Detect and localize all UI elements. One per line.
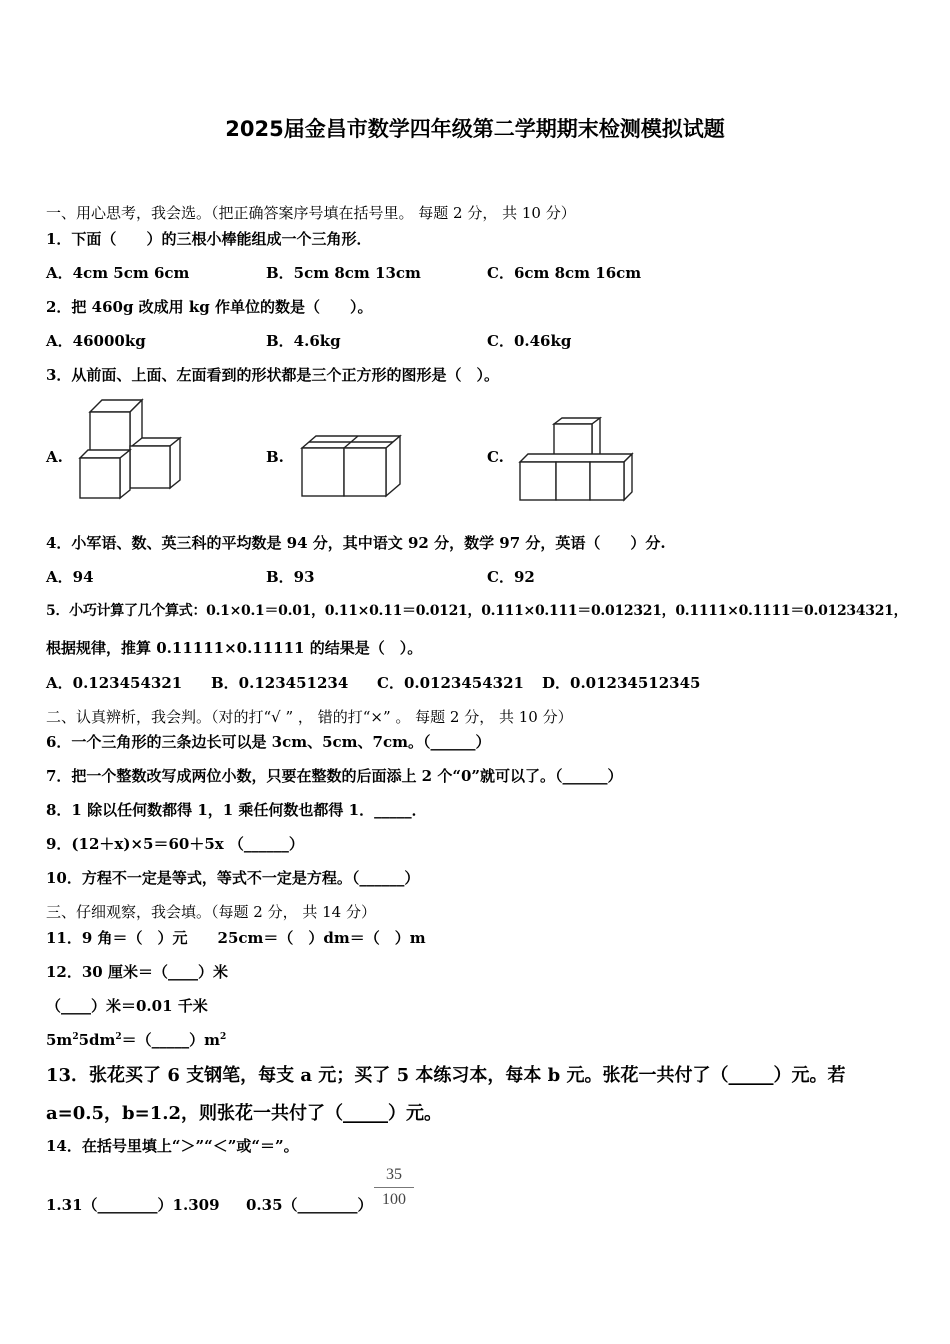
question-7: 7．把一个整数改写成两位小数，只要在整数的后面添上 2 个“0”就可以了。（______） — [46, 767, 623, 785]
question-13-line-2: a=0.5，b=1.2，则张花一共付了（_____）元。 — [46, 1103, 443, 1124]
question-13-line-1: 13．张花买了 6 支钢笔，每支 a 元；买了 5 本练习本，每本 b 元。张花一共付了（_____）元。若 — [46, 1065, 846, 1086]
q5-option-d: D．0.01234512345 — [542, 674, 701, 692]
cube-figure-b — [296, 430, 406, 500]
cube-figure-a — [74, 394, 186, 502]
fraction-35-100 — [374, 1166, 414, 1209]
q5-option-c: C．0.0123454321 — [377, 674, 524, 692]
question-10: 10．方程不一定是等式，等式不一定是方程。（______） — [46, 869, 420, 887]
q5-option-a: A．0.123454321 — [46, 674, 183, 692]
cube-figure-c — [514, 414, 636, 504]
fraction-denominator: 100 — [382, 1191, 406, 1208]
question-2: 2．把 460g 改成用 kg 作单位的数是（ ）。 — [46, 298, 373, 316]
q1-option-a: A．4cm 5cm 6cm — [46, 264, 190, 282]
q2-option-b: B．4.6kg — [266, 332, 341, 350]
fraction-numerator: 35 — [386, 1166, 402, 1183]
question-9: 9．(12＋x)×5＝60＋5x （______） — [46, 835, 304, 853]
section-3-heading: 三、仔细观察，我会填。（每题 2 分， 共 14 分） — [46, 903, 376, 921]
q14-part-1: 1.31（________）1.309 — [46, 1196, 220, 1214]
question-11: 11．9 角＝（ ）元 25cm＝（ ）dm＝（ ）m — [46, 929, 426, 947]
page-title: 2025届金昌市数学四年级第二学期期末检测模拟试题 — [225, 117, 725, 141]
fraction-bar — [374, 1187, 414, 1188]
question-14: 14．在括号里填上“＞”“＜”或“＝”。 — [46, 1137, 299, 1155]
question-12-line-2: （____）米＝0.01 千米 — [46, 997, 208, 1015]
q5-option-b: B．0.123451234 — [211, 674, 349, 692]
question-5-line-2: 根据规律，推算 0.11111×0.11111 的结果是（ ）。 — [46, 639, 423, 657]
q3-option-a-label: A. — [46, 448, 63, 466]
question-6: 6．一个三角形的三条边长可以是 3cm、5cm、7cm。（______） — [46, 733, 491, 751]
q3-option-b-label: B. — [266, 448, 284, 466]
q1-option-b: B．5cm 8cm 13cm — [266, 264, 421, 282]
q14-part-2: 0.35（________） — [246, 1196, 373, 1214]
question-12-line-1: 12．30 厘米＝（____）米 — [46, 963, 228, 981]
question-1: 1．下面（ ）的三根小棒能组成一个三角形． — [46, 230, 372, 248]
q4-option-b: B．93 — [266, 568, 315, 586]
question-8: 8．1 除以任何数都得 1，1 乘任何数也都得 1．_____． — [46, 801, 427, 819]
q2-option-a: A．46000kg — [46, 332, 146, 350]
question-4: 4．小军语、数、英三科的平均数是 94 分，其中语文 92 分，数学 97 分，英语（ ）分. — [46, 534, 666, 552]
q2-option-c: C．0.46kg — [487, 332, 572, 350]
section-2-heading: 二、认真辨析，我会判。（对的打“√ ” ， 错的打“×” 。 每题 2 分， 共 10 分） — [46, 708, 573, 726]
q3-option-c-label: C. — [487, 448, 504, 466]
question-12-line-3: $5m^25dm^2=(\_\_\_\_\_)m^2$ — [46, 1031, 227, 1049]
question-3: 3．从前面、上面、左面看到的形状都是三个正方形的图形是（ ）。 — [46, 366, 499, 384]
section-1-heading: 一、用心思考，我会选。（把正确答案序号填在括号里。 每题 2 分， 共 10 分） — [46, 204, 576, 222]
q1-option-c: C．6cm 8cm 16cm — [487, 264, 642, 282]
question-5-line-1: 5．小巧计算了几个算式：0.1×0.1＝0.01，0.11×0.11＝0.0121，0.111×0.111＝0.012321，0.1111×0.1111＝0.01234321， — [46, 603, 908, 619]
q4-option-c: C．92 — [487, 568, 535, 586]
q4-option-a: A．94 — [46, 568, 94, 586]
